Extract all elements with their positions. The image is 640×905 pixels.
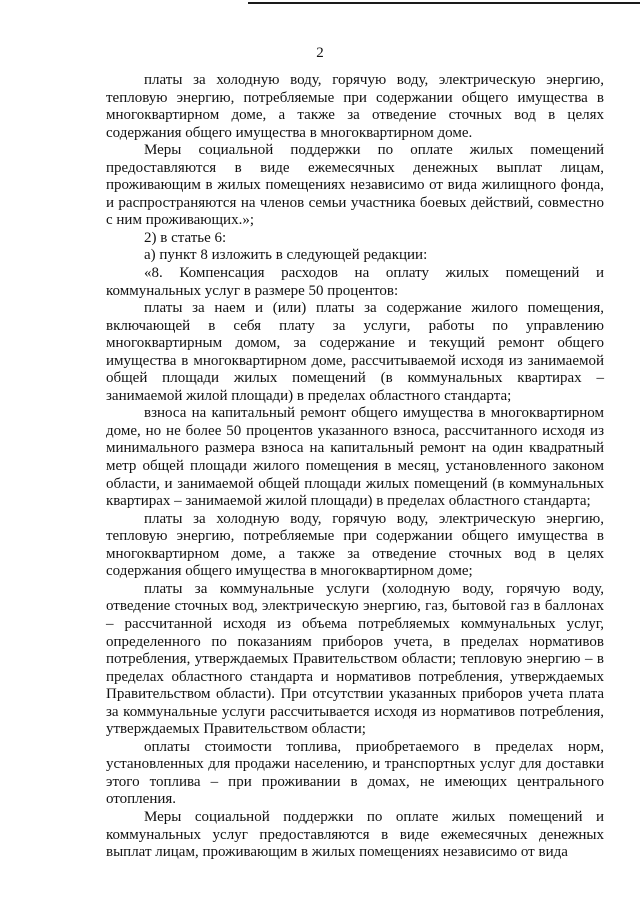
paragraph-utility-payments-continuation: платы за холодную воду, горячую воду, электрическую энергию, тепловую энергию, потребляемые при содержании общего имущества в многоквартирном доме, а также за отведение сточных вод в целях содержания общего имущества в многоквартирном доме. bbox=[106, 72, 604, 141]
paragraph-capital-repair: взноса на капитальный ремонт общего имущества в многоквартирном доме, но не более 50 процентов указанного взноса, рассчитанного исходя из минимального размера взноса на капитальный ремонт на один квадратный метр общей площади жилого помещения в месяц, установленного законом области, и занимаемой общей площади жилых помещений (в коммунальных квартирах – занимаемой жилой площади) в пределах областного стандарта; bbox=[106, 405, 604, 510]
paragraph-item-8-compensation: «8. Компенсация расходов на оплату жилых помещений и коммунальных услуг в размере 50 процентов: bbox=[106, 265, 604, 299]
paragraph-common-property-utilities: платы за холодную воду, горячую воду, электрическую энергию, тепловую энергию, потребляемые при содержании общего имущества в многоквартирном доме, а также за отведение сточных вод в целях содержания общего имущества в многоквартирном доме; bbox=[106, 510, 604, 580]
page-number: 2 bbox=[316, 45, 324, 61]
paragraph-article-6-heading: 2) в статье 6: bbox=[144, 229, 227, 246]
paragraph-support-measures-housing: Меры социальной поддержки по оплате жилых помещений предоставляются в виде ежемесячных денежных выплат лицам, проживающим в жилых помещениях независимо от вида жилищного фонда, и распространяются на членов семьи участника боевых действий, совместно с ним проживающих.»; bbox=[106, 142, 604, 229]
paragraph-rent-maintenance: платы за наем и (или) платы за содержание жилого помещения, включающей в себя плату за услуги, работы по управлению многоквартирным домом, за содержание и текущий ремонт общего имущества в многоквартирном доме, рассчитываемой исходя из занимаемой общей площади жилых помещений (в коммунальных квартирах – занимаемой жилой площади) в пределах областного стандарта; bbox=[106, 300, 604, 404]
top-scan-rule bbox=[248, 2, 640, 4]
paragraph-support-measures-utilities: Меры социальной поддержки по оплате жилых помещений и коммунальных услуг предоставляются в виде ежемесячных денежных выплат лицам, проживающим в жилых помещениях независимо от вида bbox=[106, 808, 604, 861]
paragraph-communal-services: платы за коммунальные услуги (холодную воду, горячую воду, отведение сточных вод, электрическую энергию, газ, бытовой газ в баллонах – рассчитанной исходя из объема потребляемых коммунальных услуг, определенного по показаниям приборов учета, в пределах нормативов потребления, утверждаемых Правительством области; тепловую энергию – в пределах областного стандарта и нормативов потребления, утверждаемых Правительством области). При отсутствии указанных приборов учета плата за коммунальные услуги рассчитывается исходя из нормативов потребления, утверждаемых Правительством области; bbox=[106, 580, 604, 738]
paragraph-fuel-cost: оплаты стоимости топлива, приобретаемого в пределах норм, установленных для продажи населению, и транспортных услуг для доставки этого топлива – при проживании в домах, не имеющих центрального отопления. bbox=[106, 738, 604, 808]
document-body bbox=[106, 72, 604, 862]
paragraph-item-8-instruction: а) пункт 8 изложить в следующей редакции: bbox=[144, 247, 428, 264]
